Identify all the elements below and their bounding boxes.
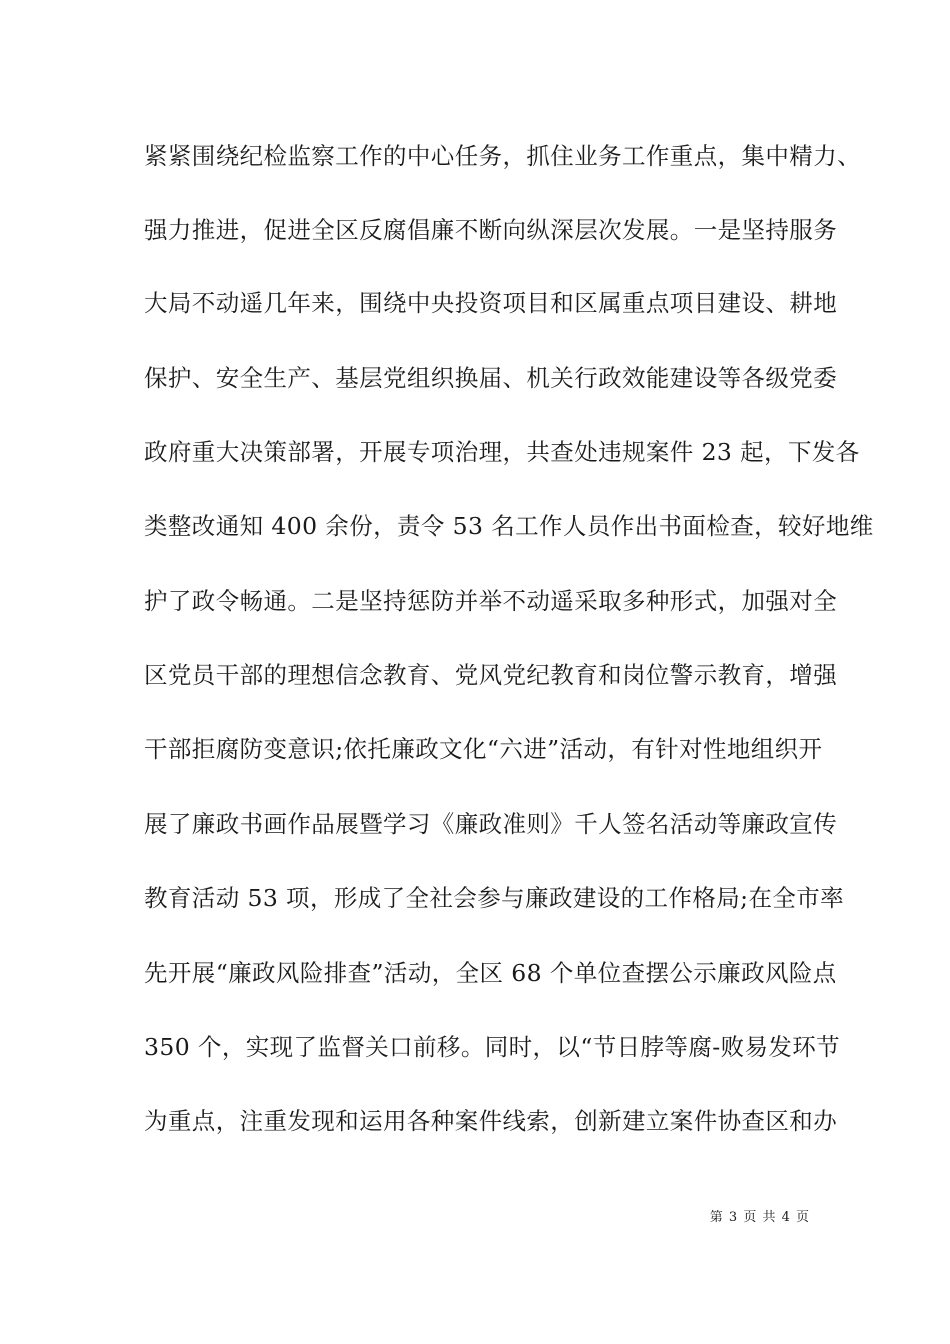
body-text-line: 先开展“廉政风险排查”活动，全区 68 个单位查摆公示廉政风险点	[144, 959, 837, 987]
body-text-line: 展了廉政书画作品展暨学习《廉政准则》千人签名活动等廉政宣传	[144, 810, 838, 838]
body-text-line: 大局不动遥几年来，围绕中央投资项目和区属重点项目建设、耕地	[144, 289, 838, 317]
body-text-line: 保护、安全生产、基层党组织换届、机关行政效能建设等各级党委	[144, 364, 838, 392]
body-text-line: 区党员干部的理想信念教育、党风党纪教育和岗位警示教育，增强	[144, 661, 838, 689]
body-text-line: 为重点，注重发现和运用各种案件线索，创新建立案件协查区和办	[144, 1107, 838, 1135]
body-text-line: 紧紧围绕纪检监察工作的中心任务，抓住业务工作重点，集中精力、	[144, 142, 861, 170]
body-text-line: 强力推进，促进全区反腐倡廉不断向纵深层次发展。一是坚持服务	[144, 216, 838, 244]
body-text-line: 干部拒腐防变意识;依托廉政文化“六进”活动，有针对性地组织开	[144, 735, 823, 763]
body-text-line: 教育活动 53 项，形成了全社会参与廉政建设的工作格局;在全市率	[144, 884, 845, 912]
page-number-footer: 第 3 页 共 4 页	[709, 1210, 810, 1225]
body-text-line: 护了政令畅通。二是坚持惩防并举不动遥采取多种形式，加强对全	[144, 587, 838, 615]
body-text-line: 政府重大决策部署，开展专项治理，共查处违规案件 23 起，下发各	[144, 438, 860, 466]
body-text-line: 类整改通知 400 余份，责令 53 名工作人员作出书面检查，较好地维	[144, 512, 874, 540]
body-text-line: 350 个，实现了监督关口前移。同时，以“节日脖等腐-败易发环节	[144, 1033, 841, 1061]
